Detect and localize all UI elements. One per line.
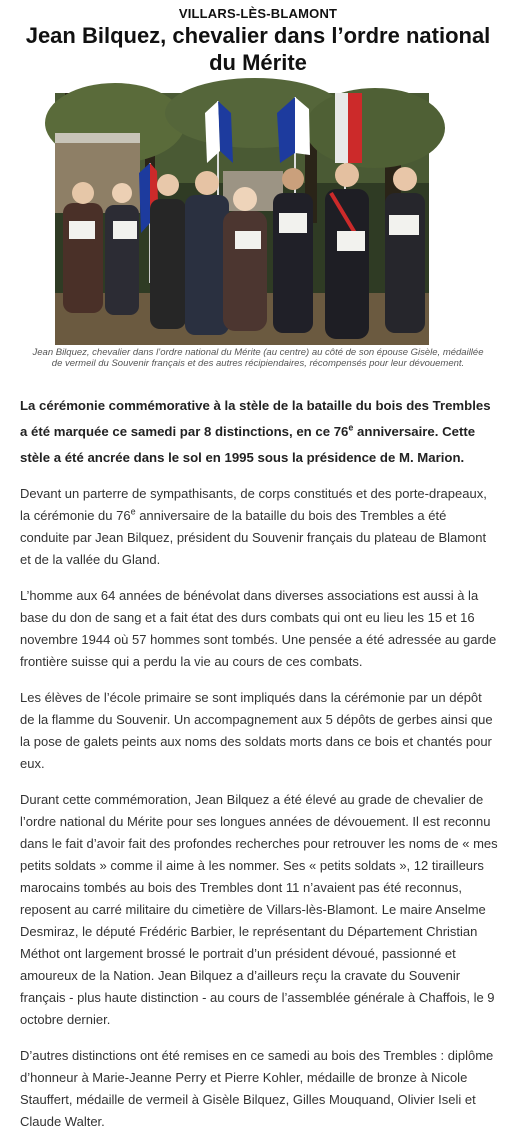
article-paragraph: Durant cette commémoration, Jean Bilquez a été élevé au grade de chevalier de l’ordre national du Mérite pour ses longues années de dévouement. Il est reconnu dans le fait d’avoir fait des profondes recherches pour retrouver les noms de « mes petits soldats » comme il aime à les nommer. Ses « petits soldats », 12 tirailleurs marocains tombés au bois des Trembles dont 11 n’avaient pas été reconnus, reposent au carré militaire du cimetière de Villars-lès-Blamont. Le maire Anselme Desmiraz, le député Frédéric Barbier, le représentant du Département Christian Méthot ont largement brossé le portrait d’un président dévoué, passionné et amoureux de la Nation. Jean Bilquez a d’ailleurs reçu la cravate du Souvenir français - plus haute distinction - au cours de l’assemblée générale à Chaffois, le 9 octobre dernier. (20, 792, 498, 1027)
article-paragraph: Devant un parterre de sympathisants, de corps constitués et des porte-drapeaux, la cérémonie du 76e anniversaire de la bataille du bois des Trembles a été conduite par Jean Bilquez, président du Souvenir français du plateau de Blamont et de la vallée du Gland. (20, 486, 487, 567)
article-lead: La cérémonie commémorative à la stèle de la bataille du bois des Trembles a été marquée ce samedi par 8 distinctions, en ce 76e anniversaire. Cette stèle a été ancrée dans le sol en 1995 sous la présidence de M. Marion. (20, 398, 491, 465)
article-kicker: VILLARS-LÈS-BLAMONT (178, 6, 338, 21)
article-paragraph: L’homme aux 64 années de bénévolat dans diverses associations est aussi à la base du don de sang et a fait état des durs combats qui ont eu lieu les 15 et 16 novembre 1944 où 57 hommes sont tombés. Une pensée a été adressée au garde frontière suisse qui a perdu la vie au cours de ces combats. (20, 588, 497, 669)
article-paragraph: D’autres distinctions ont été remises en ce samedi au bois des Trembles : diplôme d’honneur à Marie-Jeanne Perry et Pierre Kohler, médaille de bronze à Nicole Stauffert, médaille de vermeil à Gisèle Bilquez, Gilles Mouquand, Olivier Iseli et Claude Walter. (20, 1048, 494, 1129)
article-photo (55, 93, 429, 345)
article-body (20, 393, 498, 1147)
article-paragraph: Les élèves de l’école primaire se sont impliqués dans la cérémonie par un dépôt de la flamme du Souvenir. Un accompagnement aux 5 dépôts de gerbes ainsi que la pose de galets peints aux noms des soldats morts dans ce bois et chantés pour eux. (20, 690, 493, 771)
article-headline: Jean Bilquez, chevalier dans l’ordre national du Mérite (25, 23, 491, 75)
photo-caption: Jean Bilquez, chevalier dans l’ordre national du Mérite (au centre) au côté de son épouse Gisèle, médaillée de vermeil du Souvenir français et des autres récipiendaires, récompensés pour leur dévouement. (32, 347, 484, 369)
